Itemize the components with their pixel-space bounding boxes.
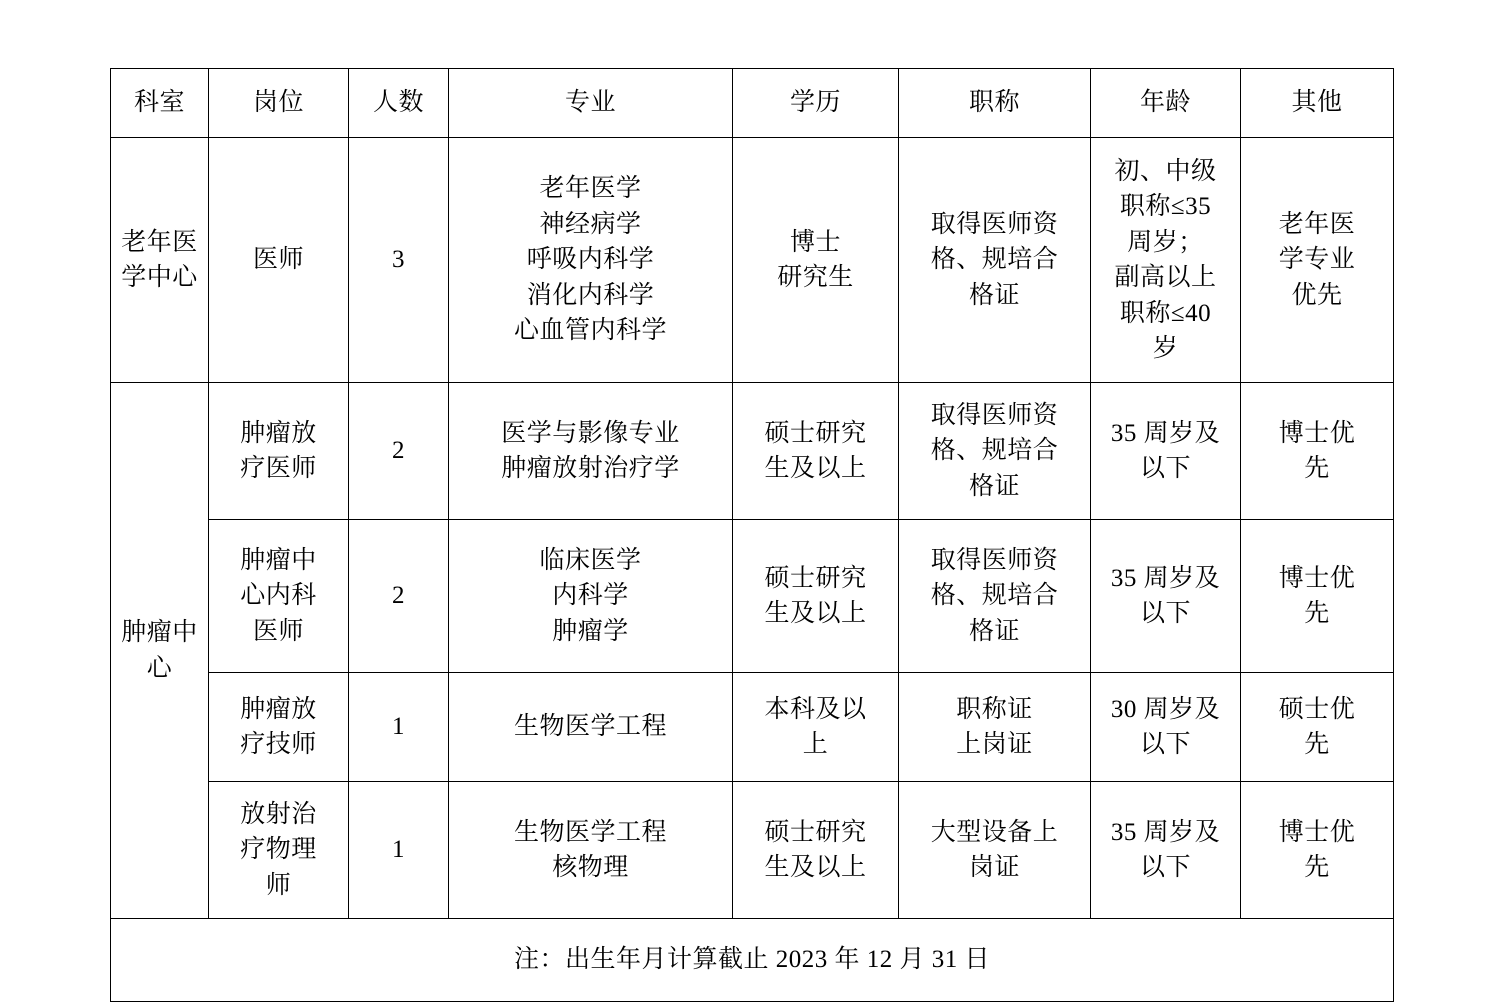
cell-education: 博士 研究生 (733, 138, 899, 383)
header-age: 年龄 (1091, 69, 1241, 138)
cell-post: 肿瘤放 疗医师 (209, 383, 349, 520)
cell-post: 医师 (209, 138, 349, 383)
header-post: 岗位 (209, 69, 349, 138)
cell-age: 30 周岁及 以下 (1091, 673, 1241, 782)
table-row (111, 138, 1394, 383)
cell-education: 硕士研究 生及以上 (733, 383, 899, 520)
cell-post: 放射治 疗物理 师 (209, 782, 349, 919)
table-row (111, 520, 1394, 673)
header-education: 学历 (733, 69, 899, 138)
cell-professional-title: 职称证 上岗证 (899, 673, 1091, 782)
cell-education: 硕士研究 生及以上 (733, 782, 899, 919)
cell-other: 博士优 先 (1241, 520, 1394, 673)
cell-age: 初、中级 职称≤35 周岁； 副高以上 职称≤40 岁 (1091, 138, 1241, 383)
cell-age: 35 周岁及 以下 (1091, 782, 1241, 919)
table-note-row (111, 919, 1394, 1002)
cell-other: 硕士优 先 (1241, 673, 1394, 782)
cell-education: 本科及以 上 (733, 673, 899, 782)
cell-major: 生物医学工程 (449, 673, 733, 782)
header-dept: 科室 (111, 69, 209, 138)
table-row (111, 673, 1394, 782)
cell-education: 硕士研究 生及以上 (733, 520, 899, 673)
header-professional-title: 职称 (899, 69, 1091, 138)
cell-other: 博士优 先 (1241, 782, 1394, 919)
table-row (111, 383, 1394, 520)
cell-count: 3 (349, 138, 449, 383)
cell-major: 生物医学工程 核物理 (449, 782, 733, 919)
cell-post: 肿瘤放 疗技师 (209, 673, 349, 782)
table-row (111, 782, 1394, 919)
header-other: 其他 (1241, 69, 1394, 138)
cell-count: 2 (349, 383, 449, 520)
header-major: 专业 (449, 69, 733, 138)
header-count: 人数 (349, 69, 449, 138)
cell-professional-title: 取得医师资 格、规培合 格证 (899, 138, 1091, 383)
cell-department: 老年医学中心 (111, 138, 209, 383)
cell-major: 老年医学 神经病学 呼吸内科学 消化内科学 心血管内科学 (449, 138, 733, 383)
recruitment-table (110, 68, 1394, 1002)
cell-post: 肿瘤中 心内科 医师 (209, 520, 349, 673)
cell-department: 肿瘤中心 (111, 383, 209, 919)
table-header (111, 69, 1394, 138)
table-header-row (111, 69, 1394, 138)
cell-other: 老年医 学专业 优先 (1241, 138, 1394, 383)
cell-professional-title: 取得医师资 格、规培合 格证 (899, 383, 1091, 520)
cell-count: 1 (349, 782, 449, 919)
cell-major: 临床医学 内科学 肿瘤学 (449, 520, 733, 673)
cell-major: 医学与影像专业 肿瘤放射治疗学 (449, 383, 733, 520)
cell-other: 博士优 先 (1241, 383, 1394, 520)
cell-age: 35 周岁及 以下 (1091, 383, 1241, 520)
cell-professional-title: 取得医师资 格、规培合 格证 (899, 520, 1091, 673)
cell-professional-title: 大型设备上 岗证 (899, 782, 1091, 919)
table-body (111, 138, 1394, 1002)
cell-age: 35 周岁及 以下 (1091, 520, 1241, 673)
table-note: 注：出生年月计算截止 2023 年 12 月 31 日 (111, 919, 1394, 1002)
cell-count: 1 (349, 673, 449, 782)
cell-count: 2 (349, 520, 449, 673)
